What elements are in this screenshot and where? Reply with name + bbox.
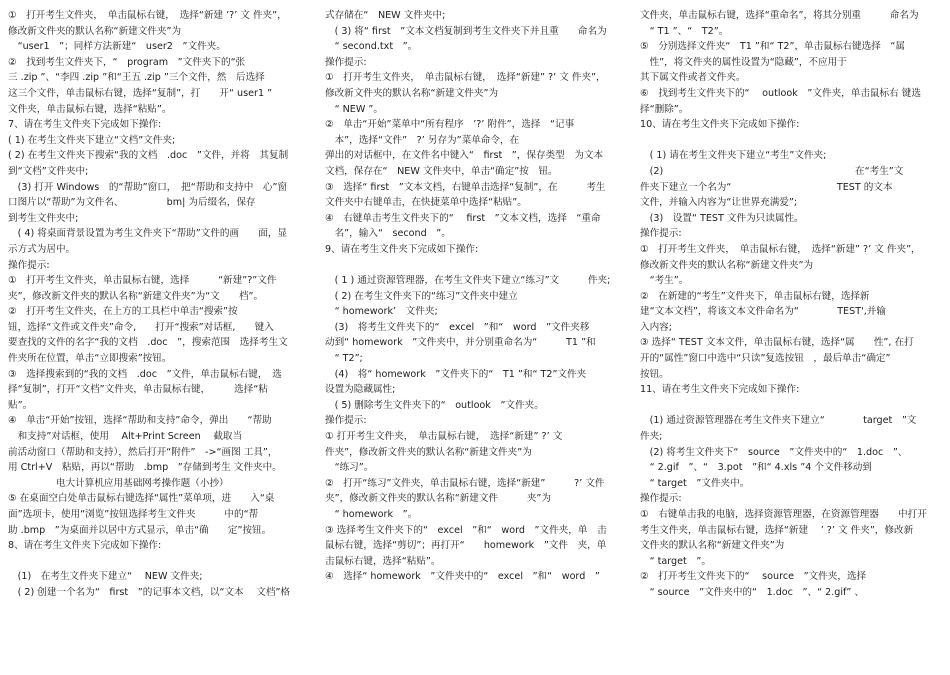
text-line: 考生文件夹，单击鼠标右键，选择“新建 ’ ?’ 文 件夹”，修改新 <box>640 524 914 536</box>
text-line: “ NEW ”。 <box>325 103 383 115</box>
text-line: 文档，保存在“ NEW 文件夹中，单击“确定”按 钮。 <box>325 165 558 177</box>
text-line: ( 1) 在考生文件夹下建立“文档”文件夹; <box>8 134 176 146</box>
text-line: ② 打开考生文件夹下的“ source ”文件夹，选择 <box>640 571 867 583</box>
text-line: ② 单击“开始”菜单中“所有程序 ’?’ 附件”，选择 “记事 <box>325 119 575 131</box>
text-line: 设置为隐藏属性; <box>325 384 396 396</box>
text-line: (4) 将“ homework ”文件夹下的“ T1 ”和“ T2”文件夹 <box>325 368 587 380</box>
text-line: “考生”。 <box>640 275 689 287</box>
text-line: ④ 右键单击考生文件夹下的“ first ”文本文档，选择 “重命 <box>325 212 601 224</box>
text-line: ① 打开考生文件夹， 单击鼠标右键， 选择“新建” ?’ 文 件夹”， <box>325 72 606 84</box>
text-line: ( 4) 将桌面背景设置为考生文件夹下“帮助”文件的画 面，显 <box>8 228 288 240</box>
text-line: “ homework ”。 <box>325 509 418 520</box>
text-line: 三 .zip ”、“李四 .zip ”和“王五 .zip ”三个文件，然 后选择 <box>8 72 265 84</box>
text-line: 操作提示: <box>640 228 682 240</box>
text-line: 弹出的对话框中，在文件名中键入“ first ”，保存类型 为文本 <box>325 150 604 162</box>
text-line: ( 2) 在考生文件夹下的“练习”文件夹中建立 <box>325 290 518 302</box>
text-line: 前活动窗口（帮助和支持），然后打开“附件” ->“画图 工具”， <box>8 446 278 458</box>
text-line: 式存储在“ NEW 文件夹中; <box>325 10 446 21</box>
text-line: ⑤ 分别选择文件夹“ T1 ”和“ T2”，单击鼠标右键选择 “属 <box>640 41 905 53</box>
text-line <box>8 554 308 570</box>
text-line: 件夹”，修改新文件夹的默认名称“新建文件夹”为 <box>325 446 532 458</box>
text-line: ( 5) 删除考生文件夹下的“ outlook ”文件夹。 <box>325 399 544 411</box>
text-line: 本”，选择“文件” ?’ 另存为”菜单命令，在 <box>325 134 520 146</box>
text-line: 名”，输入“ second ”。 <box>325 228 451 240</box>
text-line: 9、请在考生文件夹下完成如下操作: <box>325 243 479 255</box>
text-line: 件夹所在位置，单击“立即搜索”按钮。 <box>8 353 172 365</box>
text-line: ( 1 ) 通过资源管理器，在考生文件夹下建立“练习”文 件夹; <box>325 275 611 287</box>
text-line: “练习”。 <box>325 462 374 474</box>
text-line: ⑤ 在桌面空白处单击鼠标右键选择“属性”菜单项，进 入“桌 <box>8 493 275 505</box>
text-line: ② 打开“练习”文件夹，单击鼠标右键，选择“新建” ?’ 文件 <box>325 477 605 489</box>
text-line: ③ 选择搜索到的“我的文档 .doc ”文件，单击鼠标右键， 选 <box>8 368 282 380</box>
text-line: 10、请在考生文件夹下完成如下操作: <box>640 119 800 131</box>
text-line: (1) 在考生文件夹下建立“ NEW 文件夹; <box>8 571 203 583</box>
text-line: ④ 单击“开始”按钮，选择“帮助和支持”命令，弹出 “帮助 <box>8 415 272 427</box>
text-line: ① 打开考生文件夹， 单击鼠标右键， 选择“新建 ’?’ 文 件夹”， <box>8 10 287 21</box>
text-line: 用 Ctrl+V 粘贴，再以“帮助 .bmp ”存储到考生 文件夹中。 <box>8 462 282 474</box>
text-column-middle <box>325 8 625 585</box>
text-line: 助 .bmp ”为桌面并以居中方式显示，单击“确 定”按钮。 <box>8 524 272 536</box>
text-line: “ target ”文件夹中。 <box>640 477 750 489</box>
text-line: 击鼠标右键，选择“粘贴”。 <box>325 555 441 567</box>
text-line: “ source ”文件夹中的“ 1.doc ”、“ 2.gif” 、 <box>640 586 865 598</box>
text-line: 这三个文件，单击鼠标右键，选择“复制”，打 开“ user1 ” <box>8 87 273 99</box>
text-line: (3) 设置“ TEST 文件为只读属性。 <box>640 212 804 224</box>
text-line: ① 打开考生文件夹，单击鼠标右键，选择 “新建”?”文件 <box>8 275 277 287</box>
text-line: 性”，将文件夹的属性设置为“隐藏”，不应用于 <box>640 56 847 68</box>
text-line: ③ 选择考生文件夹下的“ excel ”和“ word ”文件夹，单 击 <box>325 524 607 536</box>
text-line: “user1 ”；同样方法新建“ user2 ”文件夹。 <box>8 41 226 53</box>
text-line: “ T2”; <box>325 353 363 365</box>
text-line: 钮，选择“文件或文件夹”命令, 打开“搜索”对话框, 键入 <box>8 321 274 333</box>
text-line <box>640 133 942 149</box>
text-line: ( 2) 创建一个名为“ first ”的记事本文档，以“文本 文档”格 <box>8 586 291 598</box>
text-line: 夹”，修改新文件夹的默认名称“新建文件夹”为“文 档”。 <box>8 290 264 302</box>
text-line: 建“文本文档”，将该文本文件命名为“ TEST',并输 <box>640 306 886 318</box>
text-line: ③ 选择“ TEST 文本文件，单击鼠标右键，选择“属 性”, 在打 <box>640 337 914 349</box>
text-line: 修改新文件夹的默认名称“新建文件夹”为 <box>640 259 814 271</box>
text-line: 11、请在考生文件夹下完成如下操作: <box>640 384 800 396</box>
text-line: 到考生文件夹中; <box>8 212 79 224</box>
text-line: “ target ”。 <box>640 555 711 567</box>
text-line: “ second.txt ”。 <box>325 41 418 53</box>
text-line: 按钮。 <box>640 368 669 380</box>
text-line: 文件夹，单击鼠标右键，选择“重命名”，将其分别重 命名为 <box>640 10 919 21</box>
text-line: “ 2.gif ”、“ 3.pot ”和“ 4.xls ”4 个文件移动到 <box>640 462 872 474</box>
text-line: ② 在新建的“考生”文件夹下，单击鼠标右键，选择新 <box>640 290 870 302</box>
text-line: 面”选项卡，使用“浏览”按钮选择考生文件夹 中的“帮 <box>8 509 259 520</box>
text-line: 和支持”对话框，使用 Alt+Print Screen 截取当 <box>8 431 243 443</box>
text-line: 到“文档”文件夹中; <box>8 165 89 177</box>
text-line: 贴”。 <box>8 399 33 411</box>
text-line: “ homework’ 文件夹; <box>325 306 438 318</box>
text-column-right <box>640 8 942 601</box>
text-line: 操作提示: <box>640 493 682 505</box>
text-line: 择“复制”，打开“文档”文件夹，单击鼠标右键， 选择“粘 <box>8 384 268 396</box>
text-line: ( 2) 在考生文件夹下搜索“我的文档 .doc ”文件，并将 其复制 <box>8 150 289 162</box>
text-line: (3) 将考生文件夹下的“ excel ”和“ word ”文件夹移 <box>325 321 590 333</box>
text-line: 其下属文件或者文件夹。 <box>640 72 746 84</box>
text-line: ⑥ 找到考生文件夹下的“ outlook ”文件夹，单击鼠标右 键选 <box>640 87 921 99</box>
text-line: “ T1 ”、“ T2”。 <box>640 25 729 37</box>
text-line: 示方式为居中。 <box>8 243 76 255</box>
text-line: 夹”，修改新文件夹的默认名称“新建文件 夹”为 <box>325 493 551 505</box>
text-line: 文件夹的默认名称“新建文件夹”为 <box>640 540 785 552</box>
text-line: 操作提示: <box>325 415 367 427</box>
text-line: 鼠标右键，选择“剪切”；再打开“ homework ”文件 夹，单 <box>325 540 607 552</box>
text-line: 件夹; <box>640 431 663 443</box>
text-line: 口图片以“帮助”为文件名、 bm| 为后缀名，保存 <box>8 197 256 209</box>
text-line <box>640 398 942 414</box>
text-line: ② 打开考生文件夹，在上方的工具栏中单击“搜索”按 <box>8 306 238 318</box>
text-line <box>325 258 625 274</box>
text-line: 件夹下建立一个名为“ TEST 的文本 <box>640 181 893 193</box>
text-line: ④ 选择“ homework ”文件夹中的“ excel ”和“ word ” <box>325 571 600 583</box>
text-line: 要查找的文件的名字“我的文档 .doc ”，搜索范围 选择考生文 <box>8 337 288 349</box>
text-line: (3) 打开 Windows 的“帮助”窗口， 把“帮助和支持中 心”窗 <box>8 181 288 193</box>
text-line: 7、请在考生文件夹下完成如下操作: <box>8 119 162 131</box>
text-line: (1) 通过资源管理器在考生文件夹下建立“ target ”文 <box>640 415 917 427</box>
text-line: 修改新文件夹的默认名称“新建文件夹”为 <box>8 25 182 37</box>
text-line: 文件夹，单击鼠标右键，选择“粘贴”。 <box>8 103 172 115</box>
text-line: 操作提示: <box>8 259 50 271</box>
text-line: 择“删除”。 <box>640 103 689 115</box>
text-line: 文件夹中右键单击，在快捷菜单中选择“粘贴”。 <box>325 197 527 209</box>
text-line: ① 打开考生文件夹， 单击鼠标右键， 选择“新建” ?’ 文 <box>325 431 563 443</box>
text-line: ① 右键单击我的电脑，选择资源管理器，在资源管理器 中打开 <box>640 509 927 520</box>
text-line: 修改新文件夹的默认名称“新建文件夹”为 <box>325 87 499 99</box>
text-line: 8、请在考生文件夹下完成如下操作: <box>8 540 162 552</box>
text-line: ② 找到考生文件夹下，“ program ”文件夹下的“张 <box>8 56 246 68</box>
text-line: 文件，并输入内容为“让世界充满爱”; <box>640 197 798 209</box>
text-line: ( 1) 请在考生文件夹下建立“考生”文件夹; <box>640 150 827 162</box>
text-line: 入内容; <box>640 321 673 333</box>
text-line: (2) 将考生文件夹下“ source ”文件夹中的“ 1.doc ”、 <box>640 446 908 458</box>
text-line: ( 3) 将“ first ”文本文档复制到考生文件夹下并且重 命名为 <box>325 25 607 37</box>
text-line: (2) 在“考生”文 <box>640 165 904 177</box>
text-column-left <box>8 8 308 601</box>
text-line: ③ 选择“ first ”文本文档，右键单击选择“复制”，在 考生 <box>325 181 606 193</box>
text-line: 动到“ homework ”文件夹中，并分别重命名为“ T1 ”和 <box>325 337 596 349</box>
text-line: ① 打开考生文件夹， 单击鼠标右键， 选择“新建” ?’ 文 件夹”， <box>640 243 921 255</box>
text-line: 操作提示: <box>325 56 367 68</box>
text-line: 开的“属性”窗口中选中“只读”复选按钮 ，最后单击“确定” <box>640 353 891 365</box>
text-line: 电大计算机应用基础网考操作题（小抄） <box>8 477 229 489</box>
